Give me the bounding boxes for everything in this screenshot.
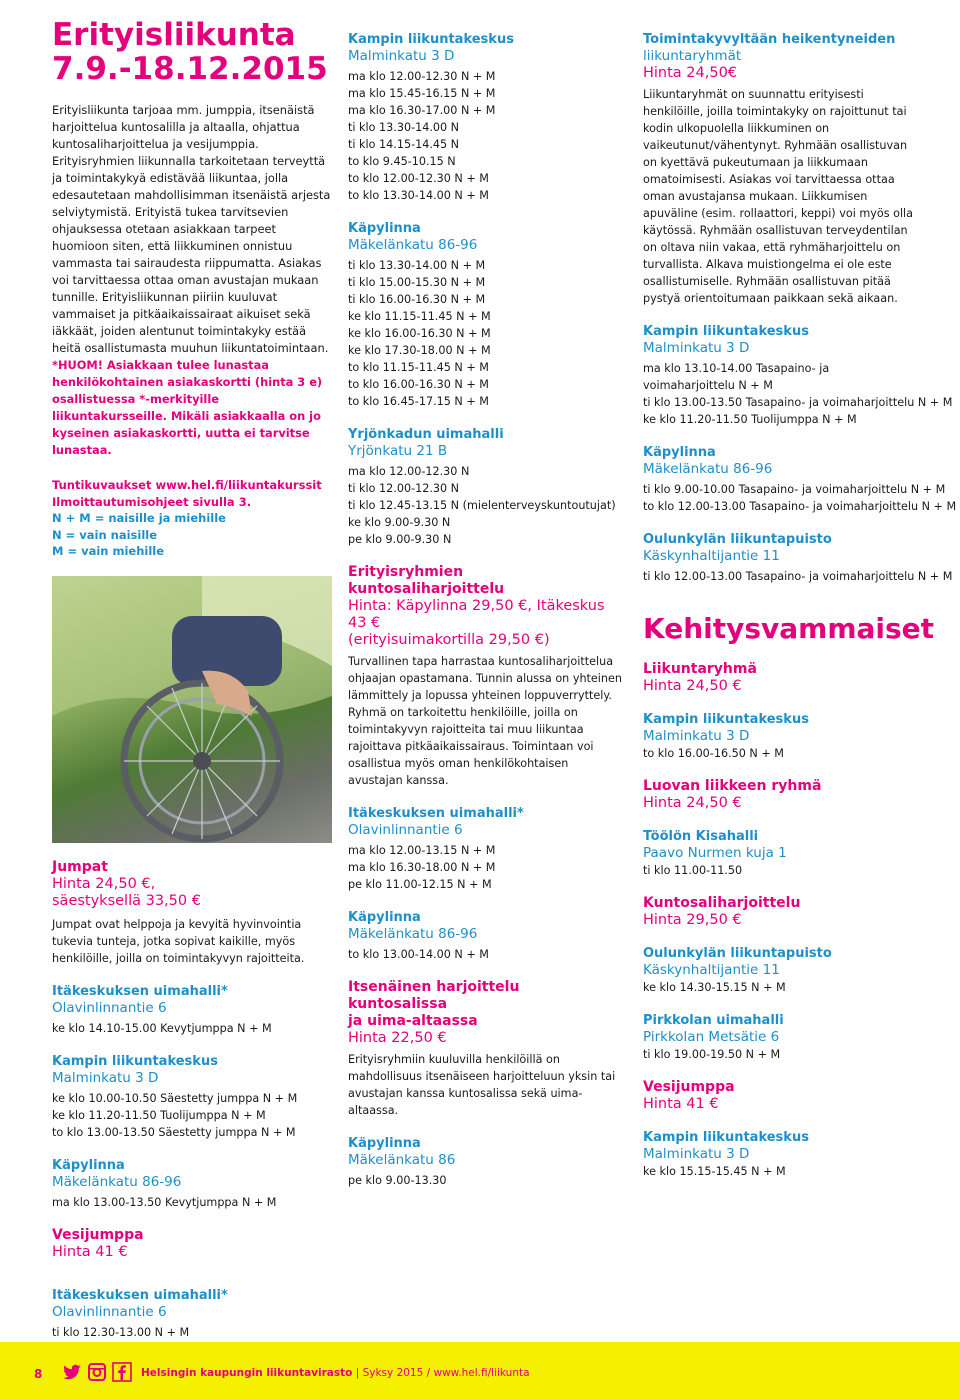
page-title: Erityisliikunta 7.9.-18.12.2015	[52, 17, 328, 87]
venue-address: Yrjönkatu 21 B	[348, 443, 448, 459]
intro-text	[52, 102, 332, 459]
schedule-item: ti klo 12.00-12.30 N	[348, 482, 460, 495]
schedule-item: ma klo 12.00-12.30 N	[348, 465, 470, 478]
jumpat-price: Hinta 24,50 €,	[52, 875, 156, 892]
venue-yrjonkatu	[348, 426, 623, 548]
itsenainen-title-2: ja uima-altaassa	[348, 1013, 478, 1029]
info-links	[52, 477, 332, 560]
schedule-list	[348, 257, 623, 410]
footer-season[interactable]: Syksy 2015 / www.hel.fi/liikunta	[362, 1367, 530, 1379]
venue-name: Itäkeskuksen uimahalli*	[52, 983, 228, 999]
venue-kapylinna-2	[348, 909, 623, 963]
venue-address: Paavo Nurmen kuja 1	[643, 845, 787, 861]
venue-address: Malminkatu 3 D	[52, 1069, 159, 1086]
itsenainen-section	[348, 979, 623, 1119]
footer-org: Helsingin kaupungin liikuntavirasto	[141, 1367, 353, 1379]
registration-link[interactable]: Ilmoittautumisohjeet sivulla 3.	[52, 494, 252, 509]
venue-name: Käpylinna	[348, 1136, 421, 1151]
venue-address: Käskynhaltijantie 11	[643, 548, 780, 564]
venue-name: Oulunkylän liikuntapuisto	[643, 946, 832, 961]
footer-text	[141, 1367, 530, 1379]
vesijumppa-section	[52, 1227, 332, 1261]
kehitysvammaiset-title: Kehitysvammaiset	[643, 612, 935, 645]
venue-name: Itäkeskuksen uimahalli*	[52, 1287, 228, 1303]
schedule-item: ma klo 15.45-16.15 N + M	[348, 87, 496, 100]
venue-name: Käpylinna	[52, 1157, 125, 1173]
toimintakyky-subtitle: liikuntaryhmät	[643, 48, 742, 64]
schedule-item: ti klo 13.30-14.00 N + M	[348, 259, 486, 272]
schedule-list	[348, 463, 623, 548]
venue-address: Malminkatu 3 D	[643, 340, 750, 356]
venue-name: Kampin liikuntakeskus	[643, 1130, 809, 1145]
venue-address: Malminkatu 3 D	[643, 1146, 750, 1162]
jumpat-price-accompanied: säestyksellä 33,50 €	[52, 892, 201, 909]
schedule-item: ti klo 14.15-14.45 N	[348, 138, 460, 151]
venue-address: Mäkelänkatu 86-96	[348, 237, 478, 253]
instagram-icon[interactable]	[87, 1362, 107, 1382]
venue-name: Kampin liikuntakeskus	[52, 1053, 218, 1069]
schedule-item: ma klo 12.00-12.30 N + M	[348, 70, 496, 83]
kuntosali-section	[643, 895, 923, 929]
venue-name: Itäkeskuksen uimahalli*	[348, 806, 524, 821]
schedule-list	[52, 1020, 332, 1037]
schedule-item: to klo 13.00-13.50 Säestetty jumppa N + M	[52, 1125, 296, 1139]
kuntosali-price-card: (erityisuimakortilla 29,50 €)	[348, 632, 550, 648]
venue-name: Pirkkolan uimahalli	[643, 1013, 784, 1028]
venue-kapylinna	[348, 220, 623, 410]
venue-kisahalli	[643, 828, 923, 879]
column-left	[52, 0, 332, 1375]
legend-n: N = vain naisille	[52, 527, 158, 542]
schedule-item: ke klo 14.10-15.00 Kevytjumppa N + M	[52, 1021, 272, 1035]
venue-name: Töölön Kisahalli	[643, 829, 759, 844]
luova-liike-section	[643, 778, 923, 812]
schedule-item: to klo 12.00-13.00 Tasapaino- ja voimaharjoittelu N + M	[643, 500, 957, 513]
schedule-list	[52, 1090, 332, 1141]
page-number: 8	[34, 1367, 43, 1381]
schedule-list	[348, 1172, 623, 1189]
schedule-item: to klo 11.15-11.45 N + M	[348, 361, 489, 374]
schedule-item: ti klo 9.00-10.00 Tasapaino- ja voimaharjoittelu N + M	[643, 483, 946, 496]
schedule-item: pe klo 9.00-13.30	[348, 1174, 447, 1187]
venue-address: Mäkelänkatu 86-96	[643, 461, 773, 477]
schedule-item: ke klo 11.15-11.45 N + M	[348, 310, 491, 323]
jumpat-section	[52, 859, 332, 967]
schedule-item: ke klo 17.30-18.00 N + M	[348, 344, 491, 357]
wheelchair-photo	[52, 576, 332, 843]
schedule-item: ke klo 10.00-10.50 Säestetty jumppa N + M	[52, 1091, 298, 1105]
column-middle	[348, 0, 623, 1189]
venue-itakeskus	[52, 983, 332, 1037]
venue-kamppi	[348, 31, 623, 204]
schedule-item: ti klo 16.00-16.30 N + M	[348, 293, 486, 306]
itsenainen-price: Hinta 22,50 €	[348, 1030, 447, 1046]
venue-kamppi-2	[643, 711, 923, 762]
legend-nm: N + M = naisille ja miehille	[52, 511, 226, 525]
venue-kamppi	[643, 323, 953, 428]
schedule-item: ke klo 16.00-16.30 N + M	[348, 327, 491, 340]
schedule-item: ti klo 13.00-13.50 Tasapaino- ja voimaharjoittelu N + M	[643, 396, 953, 409]
schedule-item: pe klo 11.00-12.15 N + M	[348, 878, 492, 891]
schedule-item: to klo 9.45-10.15 N	[348, 155, 456, 168]
schedule-list	[643, 568, 953, 585]
venue-address: Mäkelänkatu 86	[348, 1152, 456, 1168]
schedule-item: ke klo 15.15-15.45 N + M	[643, 1165, 786, 1178]
schedule-item: ma klo 13.00-13.50 Kevytjumppa N + M	[52, 1195, 277, 1209]
venue-itakeskus	[348, 805, 623, 893]
schedule-item: ma klo 13.10-14.00 Tasapaino- ja voimaharjoittelu N + M	[643, 362, 830, 392]
kuntosali-price: Hinta: Käpylinna 29,50 €, Itäkeskus 43 €	[348, 598, 605, 631]
schedule-item: ke klo 11.20-11.50 Tuolijumppa N + M	[643, 413, 857, 426]
venue-kapylinna-3	[348, 1135, 623, 1189]
liikuntaryhma-title: Liikuntaryhmä	[643, 661, 757, 677]
liikuntaryhma-section	[643, 661, 923, 695]
venue-address: Mäkelänkatu 86-96	[52, 1173, 182, 1190]
kuntosali-title: Erityisryhmien kuntosaliharjoittelu	[348, 564, 505, 597]
schedule-item: ti klo 12.30-13.00 N + M	[52, 1325, 190, 1339]
venue-name: Käpylinna	[643, 445, 716, 460]
toimintakyky-price: Hinta 24,50€	[643, 65, 738, 81]
footer-separator: |	[355, 1367, 363, 1379]
venue-pirkkola	[643, 1012, 923, 1063]
venue-address: Malminkatu 3 D	[643, 728, 750, 744]
kuntosali-description: Turvallinen tapa harrastaa kuntosaliharjoittelua ohjaajan opastamana. Tunnin alussa on yhteinen lämmittely ja lopussa yhteinen loppuverryttely. Ryhmä on tarkoitettu henkilöille, joilla on toimintakyvyn rajoitteita tai muu liikuntaa rajoittava pitkäaikaissairaus. Toimintaan voi osallistua myös oman henkilökohtaisen avustajan kanssa.	[348, 655, 622, 787]
venue-address: Malminkatu 3 D	[348, 48, 455, 64]
schedule-list	[348, 68, 623, 204]
toimintakyky-description: Liikuntaryhmät on suunnattu erityisesti henkilöille, joilla toimintakyky on rajoittunut tai kodin ulkopuolella liikkuminen on vaikeutunut/vähentynyt. Ryhmään osallistuvan on kyettävä pukeutumaan ja liikkumaan omatoimisesti. Asiakas voi tarvittaessa ottaa oman avustajansa mukaan. Liikkumisen apuväline (esim. rollaattori, keppi) voi myös olla käytössä. Ryhmään osallistuvan terveydentilan on oltava niin vakaa, että ryhmäharjoittelu on turvallista. Alkava muistiongelma ei ole este osallistumiselle. Ryhmään osallistuvan pitää pystyä orientoitumaan paikkaan sekä aikaan.	[643, 88, 914, 305]
schedule-item: ke klo 11.20-11.50 Tuolijumppa N + M	[52, 1108, 266, 1122]
venue-name: Käpylinna	[348, 221, 421, 236]
venue-name: Kampin liikuntakeskus	[348, 32, 514, 47]
venue-name: Oulunkylän liikuntapuisto	[643, 532, 832, 547]
huom-note: *HUOM! Asiakkaan tulee lunastaa henkilökohtainen asiakaskortti (hinta 3 e) osallistuessa *-merkityille liikuntakursseille. Mikäli asiakkaalla on jo kyseinen asiakaskortti, uutta ei tarvitse lunastaa.	[52, 358, 323, 457]
schedule-item: to klo 16.00-16.50 N + M	[643, 747, 784, 760]
venue-kapylinna	[52, 1157, 332, 1211]
venue-address: Olavinlinnantie 6	[52, 1303, 167, 1320]
schedule-list	[348, 946, 623, 963]
jumpat-description: Jumpat ovat helppoja ja kevyitä hyvinvointia tukevia tunteja, jotka sopivat kaikille, myös henkilöille, joilla on toimintakyvyn rajoitteita.	[52, 917, 305, 965]
venue-kamppi-3	[643, 1129, 923, 1180]
column-right	[643, 0, 957, 1180]
itsenainen-description: Erityisryhmiin kuuluvilla henkilöillä on mahdollisuus itsenäiseen harjoitteluun yksin tai avustajan kanssa kuntosalissa sekä uima-altaassa.	[348, 1053, 616, 1117]
venue-oulunkyla	[643, 531, 953, 585]
luova-liike-price: Hinta 24,50 €	[643, 795, 742, 811]
venue-kapylinna	[643, 444, 957, 515]
schedule-item: to klo 12.00-12.30 N + M	[348, 172, 489, 185]
venue-address: Pirkkolan Metsätie 6	[643, 1029, 780, 1045]
vesijumppa-section	[643, 1079, 923, 1113]
kuntosali-section	[348, 564, 623, 789]
liikuntaryhma-price: Hinta 24,50 €	[643, 678, 742, 694]
kuntosali-title: Kuntosaliharjoittelu	[643, 895, 801, 911]
schedule-item: ti klo 11.00-11.50	[643, 864, 743, 877]
venue-name: Kampin liikuntakeskus	[643, 712, 809, 727]
schedule-list	[643, 481, 957, 515]
schedule-list	[52, 1194, 332, 1211]
kuntosali-price: Hinta 29,50 €	[643, 912, 742, 928]
schedule-item: ke klo 9.00-9.30 N	[348, 516, 451, 529]
venue-name: Kampin liikuntakeskus	[643, 324, 809, 339]
schedule-list	[348, 842, 623, 893]
luova-liike-title: Luovan liikkeen ryhmä	[643, 778, 822, 794]
legend-m: M = vain miehille	[52, 544, 165, 558]
venue-oulunkyla-2	[643, 945, 923, 996]
intro-paragraph: Erityisliikunta tarjoaa mm. jumppia, itsenäistä harjoittelua kuntosalilla ja altaalla, ohjattua kuntosaliharjoittelua ja vesijumppia. Erityisryhmien liikunnalla tarkoitetaan terveyttä ja toimintakykyä edistävää liikuntaa, jolla edesautetaan mahdollisimman itsenäistä arjesta selviytymistä. Erityistä tukea tarvitsevien ohjauksessa otetaan asiakkaan tarpeet huomioon siten, että liikkuminen onnistuu vammasta tai sairaudesta riippumatta. Asiakas voi tarvittaessa ottaa oman avustajan mukaan tunnille. Erityisliikunnan piiriin kuuluvat vammaiset ja pitkäaikaissairaat aikuiset sekä iäkkäät, joiden alentunut toimintakyky estää heitä osallistumasta muuhun liikuntatoimintaan.	[52, 103, 331, 355]
schedule-item: to klo 16.00-16.30 N + M	[348, 378, 489, 391]
schedule-list	[643, 360, 953, 428]
schedule-item: ma klo 12.00-13.15 N + M	[348, 844, 496, 857]
schedule-item: ti klo 15.00-15.30 N + M	[348, 276, 486, 289]
venue-name: Käpylinna	[348, 910, 421, 925]
schedule-item: to klo 13.00-14.00 N + M	[348, 948, 489, 961]
schedule-item: ke klo 14.30-15.15 N + M	[643, 981, 786, 994]
schedule-item: pe klo 9.00-9.30 N	[348, 533, 452, 546]
jumpat-title: Jumpat	[52, 858, 108, 875]
toimintakyky-section	[643, 31, 923, 307]
facebook-icon[interactable]	[112, 1362, 132, 1382]
course-descriptions-link[interactable]: Tuntikuvaukset www.hel.fi/liikuntakurssit	[52, 478, 322, 492]
schedule-item: ti klo 13.30-14.00 N	[348, 121, 460, 134]
footer	[0, 1342, 960, 1399]
itsenainen-title: Itsenäinen harjoittelu kuntosalissa	[348, 979, 520, 1012]
schedule-item: ti klo 12.00-13.00 Tasapaino- ja voimaharjoittelu N + M	[643, 570, 953, 583]
venue-address: Mäkelänkatu 86-96	[348, 926, 478, 942]
venue-address: Käskynhaltijantie 11	[643, 962, 780, 978]
twitter-icon[interactable]	[62, 1362, 82, 1382]
vesijumppa-title: Vesijumppa	[52, 1226, 144, 1243]
vesijumppa-price: Hinta 41 €	[52, 1243, 128, 1260]
toimintakyky-title: Toimintakyvyltään heikentyneiden	[643, 32, 896, 47]
schedule-item: to klo 13.30-14.00 N + M	[348, 189, 489, 202]
schedule-item: to klo 16.45-17.15 N + M	[348, 395, 489, 408]
venue-name: Yrjönkadun uimahalli	[348, 427, 504, 442]
venue-address: Olavinlinnantie 6	[52, 999, 167, 1016]
schedule-item: ma klo 16.30-17.00 N + M	[348, 104, 496, 117]
venue-kamppi	[52, 1053, 332, 1141]
venue-address: Olavinlinnantie 6	[348, 822, 463, 838]
schedule-item: ti klo 12.45-13.15 N (mielenterveyskuntoutujat)	[348, 499, 616, 512]
vesijumppa-price: Hinta 41 €	[643, 1096, 719, 1112]
vesijumppa-title: Vesijumppa	[643, 1079, 735, 1095]
schedule-item: ma klo 16.30-18.00 N + M	[348, 861, 496, 874]
schedule-item: ti klo 19.00-19.50 N + M	[643, 1048, 781, 1061]
